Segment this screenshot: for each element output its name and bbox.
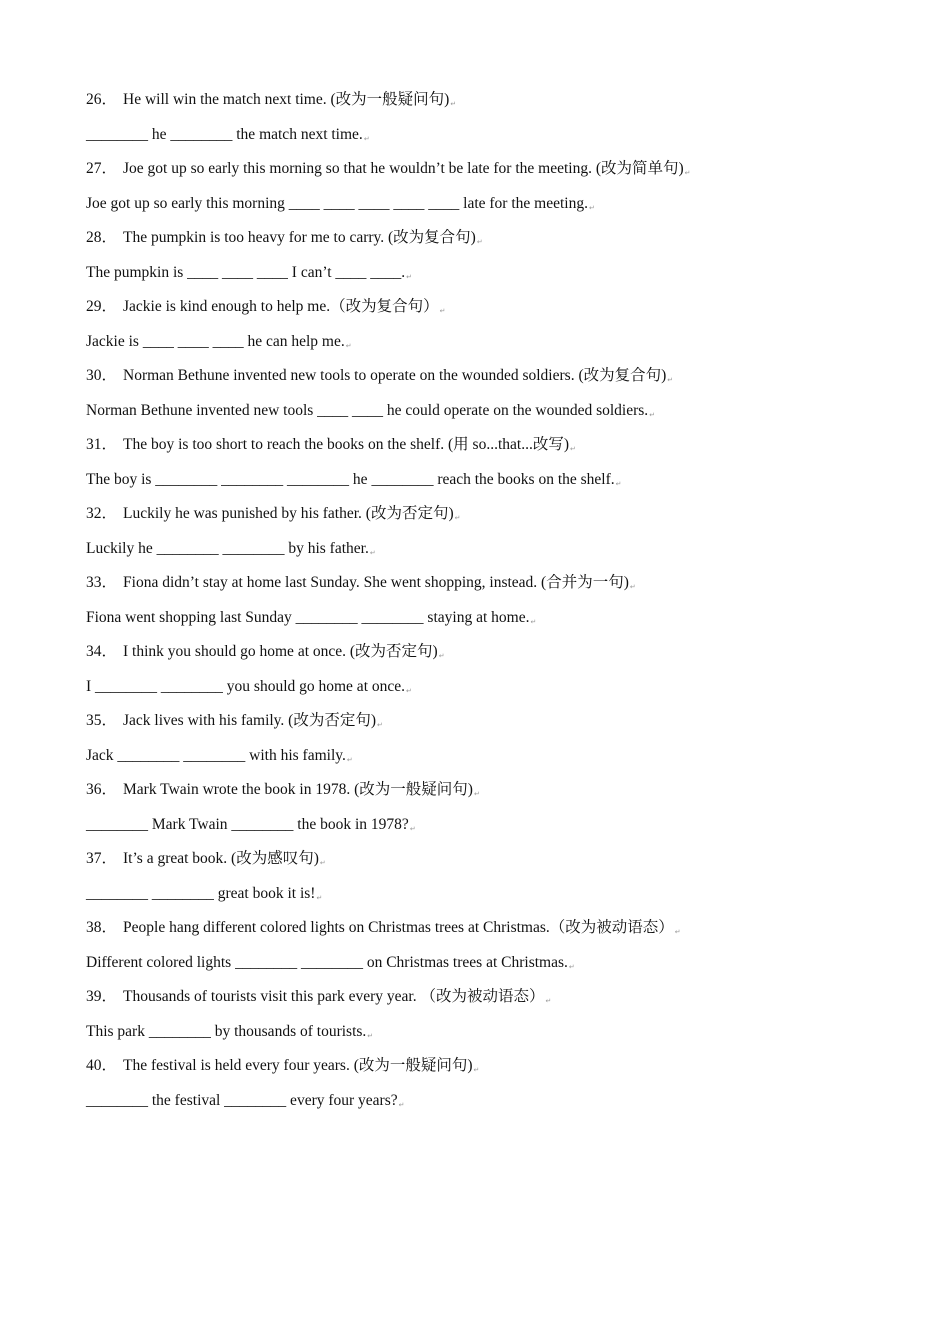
question-line xyxy=(86,571,886,606)
question-number: 28． xyxy=(86,229,118,246)
question-line xyxy=(86,226,886,261)
paragraph-mark-icon: ↵ xyxy=(438,652,445,660)
question-number: 27． xyxy=(86,160,118,177)
answer-line xyxy=(86,882,886,917)
paragraph-mark-icon: ↵ xyxy=(316,893,323,902)
paragraph-mark-icon: ↵ xyxy=(406,272,413,281)
exercise-item xyxy=(86,295,886,364)
paragraph-mark-icon: ↵ xyxy=(406,686,412,695)
question-line xyxy=(86,502,886,537)
question-line xyxy=(86,157,886,192)
exercise-item xyxy=(86,364,886,433)
question-number: 31． xyxy=(86,436,118,453)
exercise-item xyxy=(86,88,886,157)
paragraph-mark-icon: ↵ xyxy=(588,203,595,212)
answer-text: ________ Mark Twain ________ the book in 1978? xyxy=(86,815,409,833)
paragraph-mark-icon: ↵ xyxy=(649,410,656,419)
exercise-item xyxy=(86,847,886,916)
answer-line xyxy=(86,468,886,503)
exercise-item xyxy=(86,985,886,1054)
answer-line xyxy=(86,537,886,572)
exercise-item xyxy=(86,226,886,295)
question-line xyxy=(86,640,886,675)
exercise-item xyxy=(86,916,886,985)
paragraph-mark-icon: ↵ xyxy=(568,962,575,971)
answer-text: The boy is ________ ________ ________ he ________ reach the books on the shelf. xyxy=(86,470,615,488)
answer-line xyxy=(86,813,886,848)
paragraph-mark-icon: ↵ xyxy=(667,376,674,384)
question-number: 37． xyxy=(86,850,118,867)
exercise-item xyxy=(86,1054,886,1123)
question-text: Luckily he was punished by his father. (改为否定句) xyxy=(123,505,454,522)
paragraph-mark-icon: ↵ xyxy=(545,997,552,1005)
question-number: 32． xyxy=(86,505,118,522)
paragraph-mark-icon: ↵ xyxy=(615,479,622,488)
question-text: Jackie is kind enough to help me.（改为复合句） xyxy=(123,298,439,315)
question-line xyxy=(86,985,886,1020)
answer-text: Different colored lights ________ ________ on Christmas trees at Christmas. xyxy=(86,953,568,971)
question-line xyxy=(86,364,886,399)
question-text: The festival is held every four years. (改为一般疑问句) xyxy=(123,1057,473,1074)
paragraph-mark-icon: ↵ xyxy=(367,1031,374,1040)
question-line xyxy=(86,847,886,882)
question-line xyxy=(86,778,886,813)
question-line xyxy=(86,88,886,123)
paragraph-mark-icon: ↵ xyxy=(363,134,370,143)
question-number: 39． xyxy=(86,988,118,1005)
exercise-item xyxy=(86,778,886,847)
question-number: 30． xyxy=(86,367,118,384)
question-text: Thousands of tourists visit this park every year. （改为被动语态） xyxy=(123,988,545,1005)
paragraph-mark-icon: ↵ xyxy=(439,307,446,315)
question-line xyxy=(86,709,886,744)
exercise-item xyxy=(86,502,886,571)
paragraph-mark-icon: ↵ xyxy=(473,790,480,798)
paragraph-mark-icon: ↵ xyxy=(473,1066,480,1074)
answer-text: ________ he ________ the match next time. xyxy=(86,125,363,143)
answer-line xyxy=(86,1020,886,1055)
paragraph-mark-icon: ↵ xyxy=(346,755,353,764)
answer-text: Luckily he ________ ________ by his father. xyxy=(86,539,369,557)
answer-line xyxy=(86,744,886,779)
paragraph-mark-icon: ↵ xyxy=(530,617,537,626)
exercise-item xyxy=(86,709,886,778)
question-line xyxy=(86,916,886,951)
question-number: 34． xyxy=(86,643,118,660)
question-number: 35． xyxy=(86,712,118,729)
answer-line xyxy=(86,675,886,710)
question-number: 26． xyxy=(86,91,118,108)
paragraph-mark-icon: ↵ xyxy=(345,341,352,350)
answer-text: The pumpkin is ____ ____ ____ I can’t ____ ____. xyxy=(86,263,406,281)
question-text: It’s a great book. (改为感叹句) xyxy=(123,850,319,867)
question-number: 40． xyxy=(86,1057,118,1074)
answer-text: ________ ________ great book it is! xyxy=(86,884,316,902)
answer-text: Jackie is ____ ____ ____ he can help me. xyxy=(86,332,345,350)
question-line xyxy=(86,1054,886,1089)
answer-text: Jack ________ ________ with his family. xyxy=(86,746,346,764)
paragraph-mark-icon: ↵ xyxy=(476,238,483,246)
question-text: Mark Twain wrote the book in 1978. (改为一般疑问句) xyxy=(123,781,473,798)
paragraph-mark-icon: ↵ xyxy=(409,824,416,833)
answer-text: Norman Bethune invented new tools ____ ____ he could operate on the wounded soldiers. xyxy=(86,401,649,419)
answer-line xyxy=(86,330,886,365)
question-text: Norman Bethune invented new tools to operate on the wounded soldiers. (改为复合句) xyxy=(123,367,667,384)
answer-text: This park ________ by thousands of tourists. xyxy=(86,1022,367,1040)
answer-line xyxy=(86,261,886,296)
answer-line xyxy=(86,123,886,158)
answer-line xyxy=(86,1089,886,1124)
question-number: 29． xyxy=(86,298,118,315)
paragraph-mark-icon: ↵ xyxy=(319,859,326,867)
paragraph-mark-icon: ↵ xyxy=(674,928,681,936)
answer-text: Joe got up so early this morning ____ ____ ____ ____ ____ late for the meeting. xyxy=(86,194,588,212)
question-text: The boy is too short to reach the books on the shelf. (用 so...that...改写) xyxy=(123,436,569,453)
answer-line xyxy=(86,399,886,434)
exercise-item xyxy=(86,157,886,226)
question-number: 38． xyxy=(86,919,118,936)
question-number: 36． xyxy=(86,781,118,798)
answer-line xyxy=(86,192,886,227)
question-text: Jack lives with his family. (改为否定句) xyxy=(123,712,377,729)
paragraph-mark-icon: ↵ xyxy=(369,548,376,557)
answer-line xyxy=(86,951,886,986)
exercise-item xyxy=(86,571,886,640)
paragraph-mark-icon: ↵ xyxy=(398,1100,405,1109)
exercise-list xyxy=(86,88,886,1123)
question-text: The pumpkin is too heavy for me to carry. (改为复合句) xyxy=(123,229,476,246)
question-text: He will win the match next time. (改为一般疑问句) xyxy=(123,91,450,108)
question-line xyxy=(86,433,886,468)
question-text: I think you should go home at once. (改为否定句) xyxy=(123,643,438,660)
exercise-item xyxy=(86,433,886,502)
exercise-item xyxy=(86,640,886,709)
question-line xyxy=(86,295,886,330)
question-number: 33． xyxy=(86,574,118,591)
paragraph-mark-icon: ↵ xyxy=(454,514,461,522)
answer-text: I ________ ________ you should go home at once. xyxy=(86,677,406,695)
paragraph-mark-icon: ↵ xyxy=(570,445,576,453)
question-text: People hang different colored lights on Christmas trees at Christmas.（改为被动语态） xyxy=(123,919,674,936)
answer-text: Fiona went shopping last Sunday ________ ________ staying at home. xyxy=(86,608,530,626)
paragraph-mark-icon: ↵ xyxy=(684,169,691,177)
question-text: Fiona didn’t stay at home last Sunday. She went shopping, instead. (合并为一句) xyxy=(123,574,629,591)
paragraph-mark-icon: ↵ xyxy=(629,583,636,591)
answer-line xyxy=(86,606,886,641)
paragraph-mark-icon: ↵ xyxy=(377,721,383,729)
paragraph-mark-icon: ↵ xyxy=(450,100,457,108)
answer-text: ________ the festival ________ every four years? xyxy=(86,1091,398,1109)
question-text: Joe got up so early this morning so that he wouldn’t be late for the meeting. (改为简单句) xyxy=(123,160,684,177)
